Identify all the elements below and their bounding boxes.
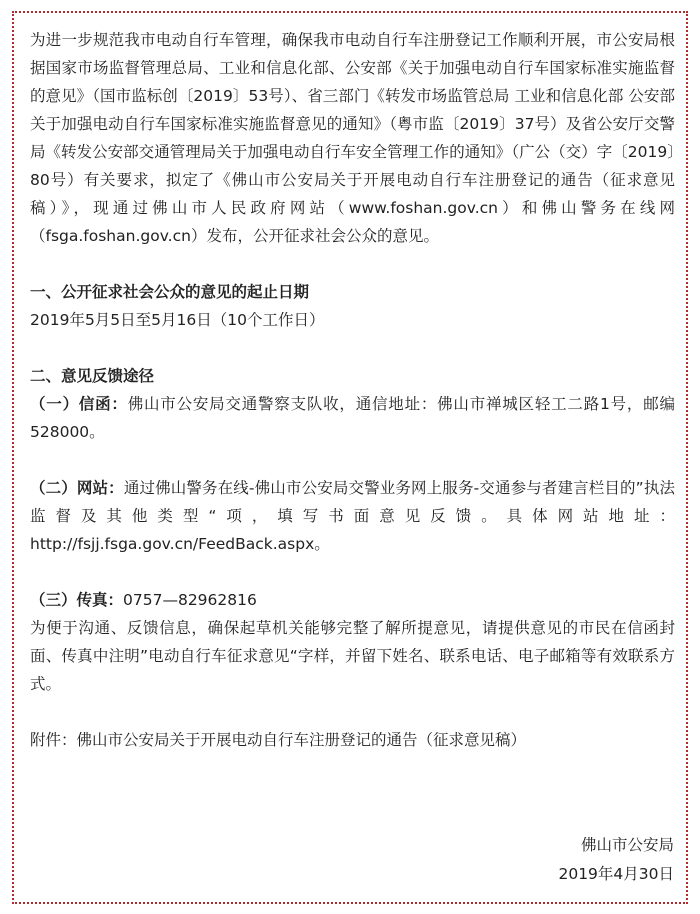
section1-heading: 一、公开征求社会公众的意见的起止日期 <box>30 283 310 301</box>
attachment-line: 附件：佛山市公安局关于开展电动自行车注册登记的通告（征求意见稿） <box>30 731 527 749</box>
website-text: 通过佛山警务在线-佛山市公安局交警业务网上服务-交通参与者建言栏目的”执法监督及其他类型“项，填写书面意见反馈。具体网站地址：http://fsjj.fsga.gov.cn/FeedBack.aspx。 <box>30 479 675 553</box>
fax-number: 0757—82962816 <box>123 591 257 609</box>
spacer <box>30 250 675 278</box>
signature-org: 佛山市公安局 <box>580 836 674 854</box>
spacer <box>30 698 675 726</box>
document-body <box>30 26 675 754</box>
feedback-website <box>30 474 675 558</box>
feedback-mail <box>30 390 675 446</box>
spacer <box>30 446 675 474</box>
spacer <box>30 334 675 362</box>
fax-label: （三）传真： <box>30 591 124 609</box>
signature-date: 2019年4月30日 <box>558 865 674 883</box>
spacer <box>30 558 675 586</box>
website-label: （二）网站： <box>30 479 124 497</box>
mail-label: （一）信函： <box>30 395 128 413</box>
section1-dates: 2019年5月5日至5月16日（10个工作日） <box>30 311 325 329</box>
section2-heading: 二、意见反馈途径 <box>30 367 155 385</box>
feedback-note: 为便于沟通、反馈信息，确保起草机关能够完整了解所提意见，请提供意见的市民在信函封面、传真中注明”电动自行车征求意见“字样，并留下姓名、联系电话、电子邮箱等有效联系方式。 <box>30 619 675 693</box>
mail-text: 佛山市公安局交通警察支队收，通信地址：佛山市禅城区轻工二路1号，邮编 528000。 <box>30 395 675 441</box>
feedback-fax <box>30 586 675 614</box>
intro-paragraph: 为进一步规范我市电动自行车管理，确保我市电动自行车注册登记工作顺利开展，市公安局根据国家市场监督管理总局、工业和信息化部、公安部《关于加强电动自行车国家标准实施监督的意见》（国市监标创〔2019〕53号）、省三部门《转发市场监管总局 工业和信息化部 公安部关于加强电动自行车国家标准实施监督意见的通知》（粤市监〔2019〕37号）及省公安厅交警局《转发公安部交通管理局关于加强电动自行车安全管理工作的通知》（广公（交）字〔2019〕80号）有关要求，拟定了《佛山市公安局关于开展电动自行车注册登记的通告（征求意见稿）》，现通过佛山市人民政府网站（www.foshan.gov.cn）和佛山警务在线网（fsga.foshan.gov.cn）发布，公开征求社会公众的意见。 <box>30 31 675 245</box>
